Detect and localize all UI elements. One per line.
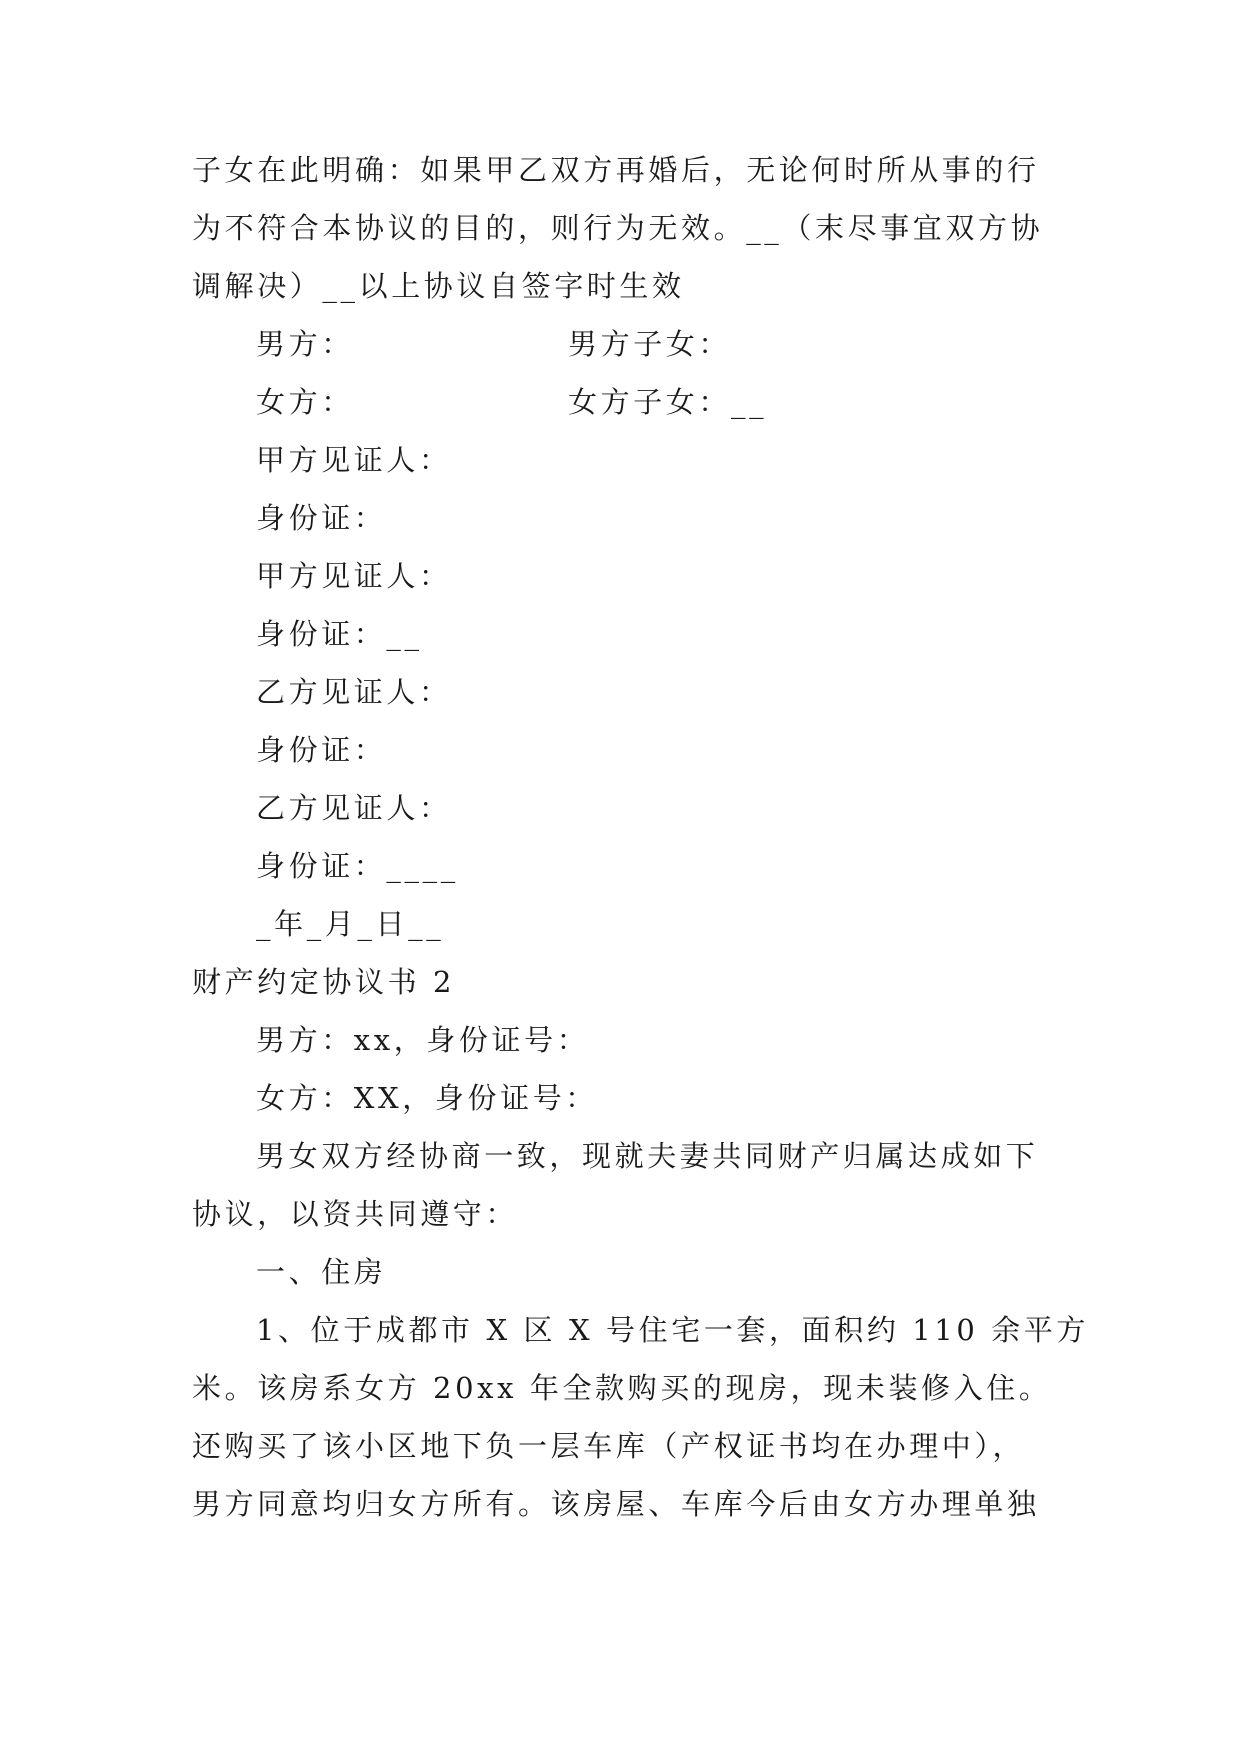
female-signature-label: 女方：	[256, 385, 354, 419]
female-info-line: 女方：XX，身份证号：	[256, 1081, 598, 1115]
male-signature-label: 男方：	[256, 327, 354, 361]
id-label: 身份证：____	[256, 849, 459, 883]
female-children-signature-label: 女方子女：__	[568, 385, 768, 419]
paragraph-line: 米。该房系女方 20xx 年全款购买的现房，现未装修入住。	[192, 1371, 1052, 1405]
id-label: 身份证：	[256, 733, 387, 767]
witness-a-label: 甲方见证人：	[256, 443, 452, 477]
date-line: _年_月_日__	[256, 907, 445, 941]
male-children-signature-label: 男方子女：	[568, 327, 732, 361]
paragraph-line: 子女在此明确：如果甲乙双方再婚后，无论何时所从事的行	[192, 153, 1040, 187]
paragraph-line: 1、位于成都市 X 区 X 号住宅一套，面积约 110 余平方	[256, 1313, 1090, 1347]
paragraph-line: 男女双方经协商一致，现就夫妻共同财产归属达成如下	[256, 1139, 1039, 1173]
witness-a-label: 甲方见证人：	[256, 559, 452, 593]
paragraph-line: 调解决）__以上协议自签字时生效	[192, 269, 685, 303]
paragraph-line: 为不符合本协议的目的，则行为无效。__（末尽事宜双方协	[192, 211, 1044, 245]
paragraph-line: 协议，以资共同遵守：	[192, 1197, 519, 1231]
male-info-line: 男方：xx，身份证号：	[256, 1023, 590, 1057]
id-label: 身份证：__	[256, 617, 423, 651]
witness-b-label: 乙方见证人：	[256, 675, 452, 709]
section-heading: 一、住房	[256, 1255, 387, 1289]
section-title: 财产约定协议书 2	[192, 965, 456, 999]
paragraph-line: 还购买了该小区地下负一层车库（产权证书均在办理中），	[192, 1429, 1026, 1463]
witness-b-label: 乙方见证人：	[256, 791, 452, 825]
paragraph-line: 男方同意均归女方所有。该房屋、车库今后由女方办理单独	[192, 1487, 1040, 1521]
id-label: 身份证：	[256, 501, 387, 535]
